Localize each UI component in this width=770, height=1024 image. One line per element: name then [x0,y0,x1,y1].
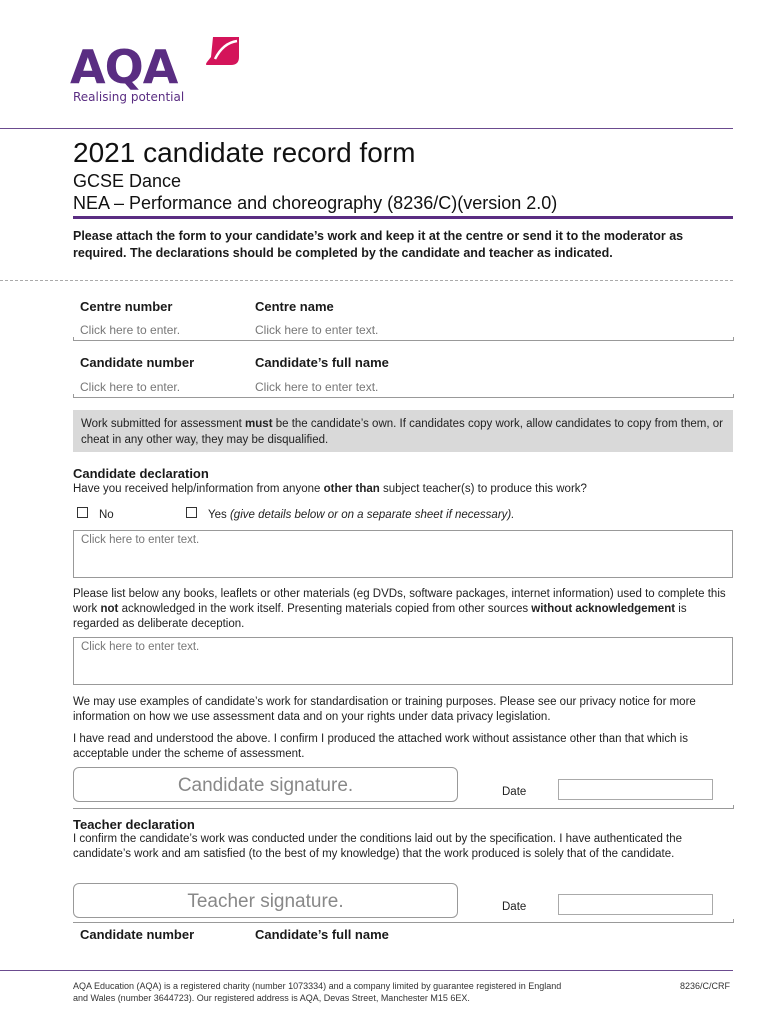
teacher-declaration-text: I confirm the candidate’s work was conducted under the conditions laid out by the specification. I have authenticated the candidate’s work and am satisfied (to the best of my knowledge) that the work produced is solely that of the candidate. [73,833,683,860]
candidate-date-field[interactable] [558,779,713,800]
field-tick [73,394,74,398]
candidate-number-label: Candidate number [80,355,195,370]
help-details-field[interactable]: Click here to enter text. [73,530,733,578]
footer-line-1: AQA Education (AQA) is a registered charity (number 1073334) and a company limited by guarantee registered in England [73,981,562,991]
footer-rule [0,970,733,971]
centre-field-line [73,340,733,341]
candidate-name-field[interactable]: Click here to enter text. [255,380,379,394]
bottom-candidate-name-label: Candidate’s full name [255,927,389,942]
teacher-date-field[interactable] [558,894,713,915]
field-tick [733,805,734,809]
top-rule [0,128,733,129]
centre-number-label: Centre number [80,299,173,314]
help-question: Have you received help/information from anyone other than subject teacher(s) to produce this work? [73,483,587,495]
page-title: 2021 candidate record form [73,137,416,168]
centre-name-field[interactable]: Click here to enter text. [255,323,379,337]
candidate-field-line [73,397,733,398]
candidate-confirmation: I have read and understood the above. I confirm I produced the attached work without assistance other than that which is acceptable under the scheme of assessment. [73,733,688,760]
field-tick [73,337,74,341]
candidate-declaration-heading: Candidate declaration [73,466,209,481]
title-rule [73,216,733,219]
component-name: NEA – Performance and choreography (8236/C)(version 2.0) [73,193,558,213]
candidate-date-label: Date [502,786,527,798]
privacy-notice: We may use examples of candidate’s work for standardisation or training purposes. Please see our privacy notice for more information on how we use assessment data and on your rights under data privacy legislation. [73,696,696,723]
candidate-name-label: Candidate’s full name [255,355,389,370]
footer-line-2: and Wales (number 3644723). Our registered address is AQA, Devas Street, Manchester M15 6EX. [73,993,470,1003]
teacher-date-label: Date [502,901,527,913]
yes-checkbox[interactable] [186,507,197,518]
intro-text: Please attach the form to your candidate’s work and keep it at the centre or send it to the moderator as required. The declarations should be completed by the candidate and teacher as indicated. [73,229,684,260]
candidate-signature-line [73,808,733,809]
intro-rule [0,280,733,281]
teacher-signature-line [73,922,733,923]
centre-name-label: Centre name [255,299,334,314]
aqa-logo-mark-icon [203,35,241,71]
yes-label: Yes (give details below or on a separate sheet if necessary). [208,509,515,521]
aqa-logo-tagline: Realising potential [73,90,185,104]
candidate-signature-field[interactable]: Candidate signature. [73,767,458,802]
field-tick [733,337,734,341]
teacher-signature-field[interactable]: Teacher signature. [73,883,458,918]
teacher-declaration-heading: Teacher declaration [73,817,195,832]
field-tick [733,919,734,923]
centre-number-field[interactable]: Click here to enter. [80,323,181,337]
no-label: No [99,509,114,521]
materials-field[interactable]: Click here to enter text. [73,637,733,685]
no-checkbox[interactable] [77,507,88,518]
aqa-logo-text: AQA [70,40,178,94]
candidate-number-field[interactable]: Click here to enter. [80,380,181,394]
originality-notice: Work submitted for assessment must be the candidate’s own. If candidates copy work, allow candidates to copy from them, or cheat in any other way, they may be disqualified. [73,410,733,452]
materials-instructions: Please list below any books, leaflets or other materials (eg DVDs, software packages, internet information) used to complete this work not acknowledged in the work itself. Presenting materials copied from other sources without acknowledgement is regarded as deliberate deception. [73,588,726,630]
bottom-candidate-number-label: Candidate number [80,927,195,942]
qualification: GCSE Dance [73,171,182,191]
field-tick [733,394,734,398]
form-code: 8236/C/CRF [680,981,731,991]
